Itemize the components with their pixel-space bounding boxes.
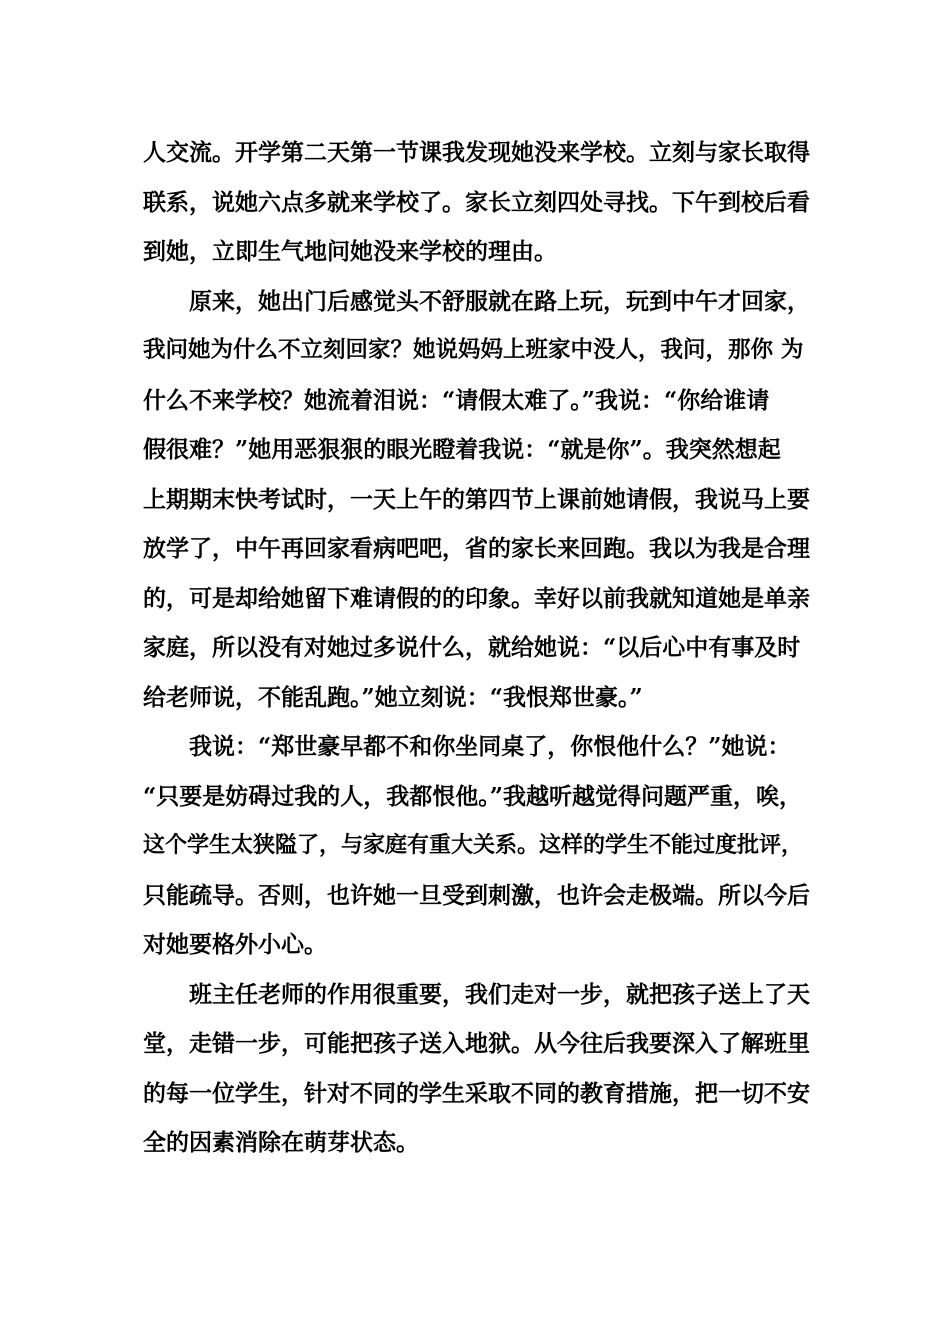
document-body	[143, 128, 811, 1168]
paragraph-2-line-6: 放学了，中午再回家看病吧吧，省的家长来回跑。我以为我是合理	[143, 535, 810, 562]
paragraph-3-line-1: 我说：“郑世豪早都不和你坐同桌了，你恨他什么？”她说：	[189, 733, 791, 760]
paragraph-4-line-4: 全的因素消除在萌芽状态。	[143, 1129, 419, 1156]
paragraph-2-line-8: 家庭，所以没有对她过多说什么，就给她说：“以后心中有事及时	[143, 634, 801, 661]
paragraph-1-line-3: 到她，立即生气地问她没来学校的理由。	[143, 238, 557, 265]
paragraph-4-line-2: 堂，走错一步，可能把孩子送入地狱。从今往后我要深入了解班里	[143, 1030, 810, 1057]
paragraph-3-line-3: 这个学生太狭隘了，与家庭有重大关系。这样的学生不能过度批评，	[143, 832, 804, 858]
paragraph-3-line-2: “只要是妨碍过我的人，我都恨他。”我越听越觉得问题严重，唉，	[143, 782, 802, 810]
paragraph-3-line-5: 对她要格外小心。	[143, 931, 327, 958]
paragraph-3-line-4: 只能疏导。否则，也许她一旦受到刺激，也许会走极端。所以今后	[143, 881, 810, 909]
paragraph-2-line-2: 我问她为什么不立刻回家？她说妈妈上班家中没人，我问，那你 为	[143, 337, 804, 363]
paragraph-4-line-1: 班主任老师的作用很重要，我们走对一步，就把孩子送上了天	[189, 980, 810, 1008]
paragraph-2-line-1: 原来，她出门后感觉头不舒服就在路上玩，玩到中午才回家，	[189, 287, 810, 315]
paragraph-2-line-3: 什么不来学校？她流着泪说：“请假太难了。”我说：“你给谁请	[143, 386, 770, 414]
paragraph-2-line-5: 上期期末快考试时，一天上午的第四节上课前她请假，我说马上要	[143, 485, 810, 513]
paragraph-4-line-3: 的每一位学生，针对不同的学生采取不同的教育措施，把一切不安	[143, 1079, 810, 1107]
paragraph-2-line-7: 的，可是却给她留下难请假的的印象。幸好以前我就知道她是单亲	[143, 584, 810, 612]
paragraph-1-line-2: 联系，说她六点多就来学校了。家长立刻四处寻找。下午到校后看	[143, 188, 810, 216]
paragraph-2-line-4: 假很难？”她用恶狠狠的眼光瞪着我说：“就是你”。我突然想起	[143, 436, 781, 463]
paragraph-2-line-9: 给老师说，不能乱跑。”她立刻说：“我恨郑世豪。”	[143, 683, 643, 711]
paragraph-1-line-1: 人交流。开学第二天第一节课我发现她没来学校。立刻与家长取得	[143, 139, 810, 166]
